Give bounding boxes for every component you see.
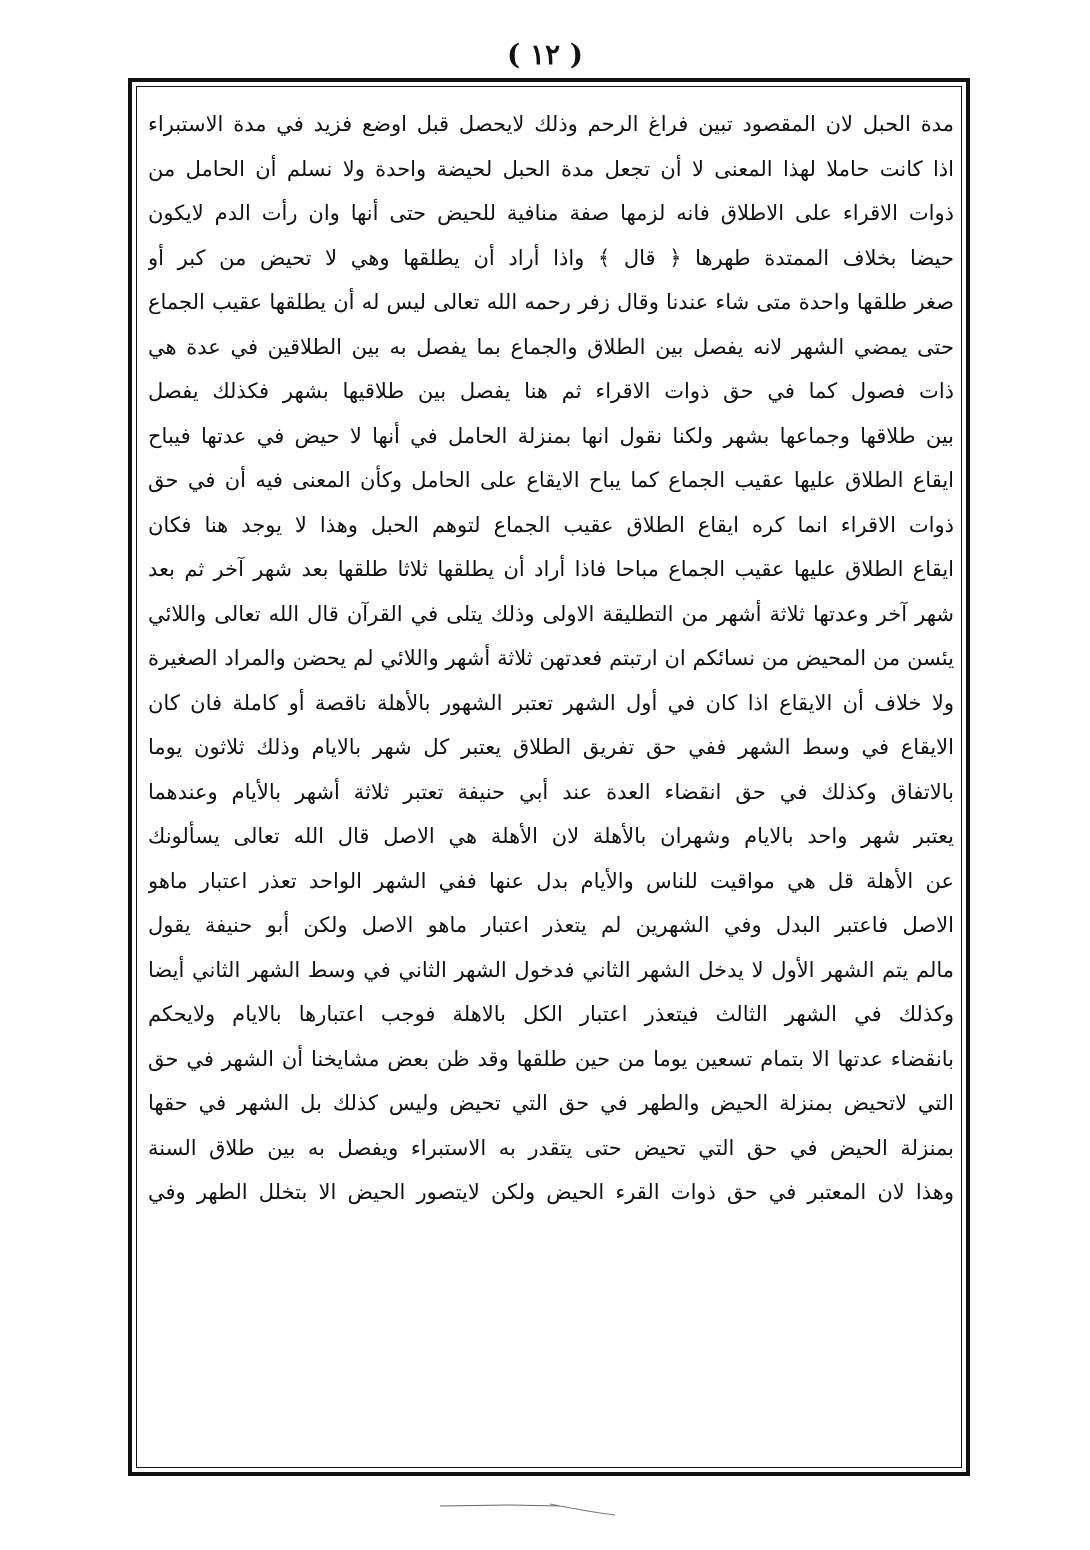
body-text (148, 102, 954, 1458)
text-line: صغر طلقها واحدة متى شاء عندنا وقال زفر رحمه الله تعالى ليس له أن يطلقها عقيب الجماع (148, 290, 954, 314)
text-line: ذوات الاقراء انما كره ايقاع الطلاق عقيب الجماع لتوهم الحبل وهذا لا يوجد هنا فكان (148, 512, 954, 537)
text-line: يعتبر شهر واحد بالايام وشهران بالأهلة لان الأهلة هي الاصل قال الله تعالى يسألونك (148, 824, 954, 848)
footer-scan-mark (440, 1502, 650, 1518)
text-line: ذوات الاقراء على الاطلاق فانه لزمها صفة منافية للحيض حتى أنها وان رأت الدم لايكون (148, 201, 954, 225)
text-line: حتى يمضي الشهر لانه يفصل بين الطلاق والجماع بما يفصل به بين الطلاقين في عدة هي (148, 334, 954, 359)
text-line: بمنزلة الحيض في حق التي تحيض حتى يتقدر به الاستبراء ويفصل به بين طلاق السنة (148, 1135, 954, 1160)
text-line: يئسن من المحيض من نسائكم ان ارتبتم فعدتهن ثلاثة أشهر واللائي لم يحضن والمراد الصغيرة (148, 646, 954, 670)
page-number: ( ١٢ ) (506, 38, 584, 71)
text-line (148, 1215, 954, 1260)
text-line: بانقضاء عدتها الا بتمام تسعين يوما من حين طلقها وقد ظن بعض مشايخنا أن الشهر في حق (148, 1046, 954, 1071)
text-line: الاصل فاعتبر البدل وفي الشهرين لم يتعذر اعتبار ماهو الاصل ولكن أبو حنيفة يقول (148, 913, 954, 937)
text-line: حيضا بخلاف الممتدة طهرها ﴿ قال ﴾ واذا أراد أن يطلقها وهي لا تحيض من كبر أو (148, 245, 954, 270)
text-line: ولا خلاف أن الايقاع اذا كان في أول الشهر تعتبر الشهور بالأهلة ناقصة أو كاملة فان كان (148, 690, 954, 715)
text-line: شهر آخر وعدتها ثلاثة أشهر من التطليقة الاولى وذلك يتلى في القرآن قال الله تعالى واللائي (148, 601, 954, 626)
text-line: وهذا لان المعتبر في حق ذوات القرء الحيض ولكن لايتصور الحيض الا بتخلل الطهر وفي (148, 1180, 954, 1204)
text-line: اذا كانت حاملا لهذا المعنى لا أن تجعل مدة الحبل لحيضة واحدة ولا نسلم أن الحامل من (148, 156, 954, 181)
text-line: ذات فصول كما في حق ذوات الاقراء ثم هنا يفصل بين طلاقيها بشهر فكذلك يفصل (148, 379, 954, 403)
text-line: ايقاع الطلاق عليها عقيب الجماع مباحا فاذا أراد أن يطلقها ثلاثا طلقها بعد شهر آخر ثم بعد (148, 557, 954, 581)
text-line: عن الأهلة قل هي مواقيت للناس والأيام بدل عنها ففي الشهر الواحد تعذر اعتبار ماهو (148, 868, 954, 893)
text-line: الايقاع في وسط الشهر ففي حق تفريق الطلاق يعتبر كل شهر بالايام وذلك ثلاثون يوما (148, 735, 954, 759)
text-line: مدة الحبل لان المقصود تبين فراغ الرحم وذلك لايحصل قبل اوضع فزيد في مدة الاستبراء (148, 112, 954, 136)
text-line: ايقاع الطلاق عليها عقيب الجماع كما يباح الايقاع على الحامل وكأن المعنى فيه أن في حق (148, 468, 954, 492)
text-line: بالاتفاق وكذلك في حق انقضاء العدة عند أبي حنيفة تعتبر ثلاثة أشهر بالأيام وعندهما (148, 779, 954, 804)
text-line: بين طلاقها وجماعها بشهر ولكنا نقول انها بمنزلة الحامل في أنها لا حيض في عدتها فيباح (148, 423, 954, 448)
text-line: التي لاتحيض بمنزلة الحيض والطهر في حق التي تحيض وليس كذلك بل الشهر في حقها (148, 1091, 954, 1115)
text-line: وكذلك في الشهر الثالث فيتعذر اعتبار الكل بالاهلة فوجب اعتبارها بالايام ولايحكم (148, 1002, 954, 1026)
text-line: مالم يتم الشهر الأول لا يدخل الشهر الثاني فدخول الشهر الثاني في وسط الشهر الثاني أيضا (148, 957, 954, 982)
